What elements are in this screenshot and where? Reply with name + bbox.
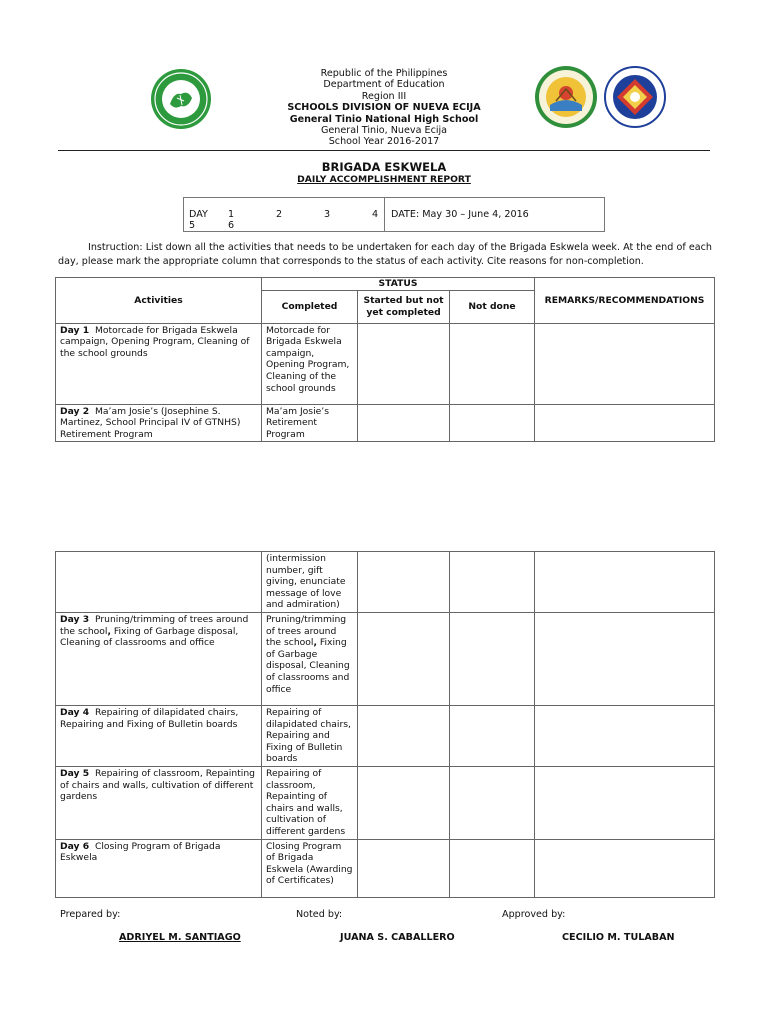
started-cell (358, 766, 450, 839)
header-divider (58, 150, 710, 151)
division-line: SCHOOLS DIVISION OF NUEVA ECIJA (287, 102, 481, 114)
activity-text: Repairing of dilapidated chairs, Repairing and Fixing of Bulletin boards (60, 706, 239, 730)
school-name: General Tinio National High School (289, 113, 479, 125)
not-done-cell (450, 839, 535, 897)
completed-cell (262, 612, 358, 705)
table-row (56, 839, 715, 897)
activity-text: Closing Program of Brigada Eskwela (60, 840, 221, 864)
school-year: School Year 2016-2017 (328, 136, 440, 148)
day-label: Day 5 (60, 767, 90, 779)
started-cell (358, 404, 450, 442)
activity-text: Fixing of Garbage disposal, Cleaning of classrooms and office (60, 625, 239, 649)
comma-bold: , (107, 625, 111, 637)
box-divider (384, 198, 385, 231)
not-done-header: Not done (450, 290, 535, 323)
letterhead (220, 68, 548, 148)
not-done-cell (450, 705, 535, 766)
kagawaran-ng-edukasyon-seal-logo (604, 66, 666, 128)
status-header: STATUS (262, 278, 535, 291)
not-done-cell (450, 612, 535, 705)
table-row (56, 705, 715, 766)
day-number: 2 (276, 209, 283, 220)
day-label: Day 6 (60, 840, 90, 852)
completed-cell: Repairing of dilapidated chairs, Repairing and Fixing of Bulletin boards (262, 705, 358, 766)
not-done-cell (450, 323, 535, 404)
table-row (56, 766, 715, 839)
noted-by-name: JUANA S. CABALLERO (340, 932, 455, 943)
department-line: Department of Education (323, 79, 445, 91)
activity-text: Repairing of classroom, Repainting of chairs and walls, cultivation of different gardens (60, 767, 255, 803)
school-address: General Tinio, Nueva Ecija (320, 125, 448, 137)
completed-cell: Ma’am Josie’s Retirement Program (262, 404, 358, 442)
day-date-box (183, 197, 605, 232)
started-cell (358, 552, 450, 613)
date-range: DATE: May 30 – June 4, 2016 (391, 209, 529, 220)
day-label: DAY (189, 209, 208, 220)
activity-text: Motorcade for Brigada Eskwela campaign, Opening Program, Cleaning of the school grounds (60, 324, 250, 359)
activity-cell (56, 612, 262, 705)
remarks-cell (535, 766, 715, 839)
republic-line: Republic of the Philippines (320, 68, 448, 79)
day-number: 1 (228, 209, 235, 220)
activity-cell (56, 766, 262, 839)
started-cell (358, 323, 450, 404)
region-line: Region III (361, 90, 407, 102)
remarks-cell (535, 705, 715, 766)
day-label: Day 3 (60, 613, 90, 625)
day-number: 6 (228, 220, 235, 231)
started-cell (358, 705, 450, 766)
completed-cell: (intermission number, gift giving, enunciate message of love and admiration) (262, 552, 358, 613)
prepared-by-label: Prepared by: (60, 909, 121, 920)
started-header: Started but not yet completed (358, 290, 450, 323)
table-row (56, 323, 715, 404)
remarks-cell (535, 839, 715, 897)
activity-cell (56, 404, 262, 442)
activity-text: Ma’am Josie’s (Josephine S. Martinez, School Principal IV of GTNHS) Retirement Program (60, 405, 241, 440)
remarks-cell (535, 552, 715, 613)
day-number: 4 (372, 209, 379, 220)
school-seal-logo (150, 68, 212, 130)
remarks-cell (535, 612, 715, 705)
approved-by-name: CECILIO M. TULABAN (562, 932, 675, 943)
table-row (56, 612, 715, 705)
completed-text: Fixing of Garbage disposal, Cleaning of classrooms and office (266, 637, 350, 695)
activity-cell (56, 552, 262, 613)
day-label: Day 2 (60, 405, 90, 417)
table-header-row (56, 278, 715, 291)
document-subtitle: DAILY ACCOMPLISHMENT REPORT (297, 174, 471, 185)
remarks-cell (535, 404, 715, 442)
day-label: Day 1 (60, 324, 90, 336)
activity-cell (56, 839, 262, 897)
activity-text: Pruning/trimming of trees around the school (60, 613, 249, 637)
accomplishment-table-part1 (55, 277, 715, 442)
completed-cell: Motorcade for Brigada Eskwela campaign, Opening Program, Cleaning of the school grounds (262, 323, 358, 404)
remarks-cell (535, 323, 715, 404)
approved-by-label: Approved by: (502, 909, 566, 920)
activity-cell (56, 705, 262, 766)
not-done-cell (450, 404, 535, 442)
not-done-cell (450, 766, 535, 839)
noted-by-label: Noted by: (296, 909, 343, 920)
table-row (56, 552, 715, 613)
started-cell (358, 612, 450, 705)
started-cell (358, 839, 450, 897)
day-number: 3 (324, 209, 331, 220)
remarks-header: REMARKS/RECOMMENDATIONS (535, 278, 715, 324)
table-row (56, 404, 715, 442)
comma-bold: , (313, 637, 317, 649)
not-done-cell (450, 552, 535, 613)
instruction-text: Instruction: List down all the activities that needs to be undertaken for each day of the Brigada Eskwela week. At the end of each day, please mark the appropriate column that corresponds to the status of each activity. Cite reasons for non-completion. (58, 242, 712, 267)
completed-cell: Repairing of classroom, Repainting of chairs and walls, cultivation of different gardens (262, 766, 358, 839)
document-title: BRIGADA ESKWELA (321, 160, 447, 174)
activities-header: Activities (56, 278, 262, 324)
prepared-by-name: ADRIYEL M. SANTIAGO (119, 932, 241, 943)
day-label: Day 4 (60, 706, 90, 718)
completed-text: Pruning/trimming of trees around the school (266, 613, 347, 649)
completed-cell: Closing Program of Brigada Eskwela (Awarding of Certificates) (262, 839, 358, 897)
activity-cell (56, 323, 262, 404)
day-number: 5 (189, 220, 196, 231)
accomplishment-table-part2 (55, 551, 715, 898)
completed-header: Completed (262, 290, 358, 323)
